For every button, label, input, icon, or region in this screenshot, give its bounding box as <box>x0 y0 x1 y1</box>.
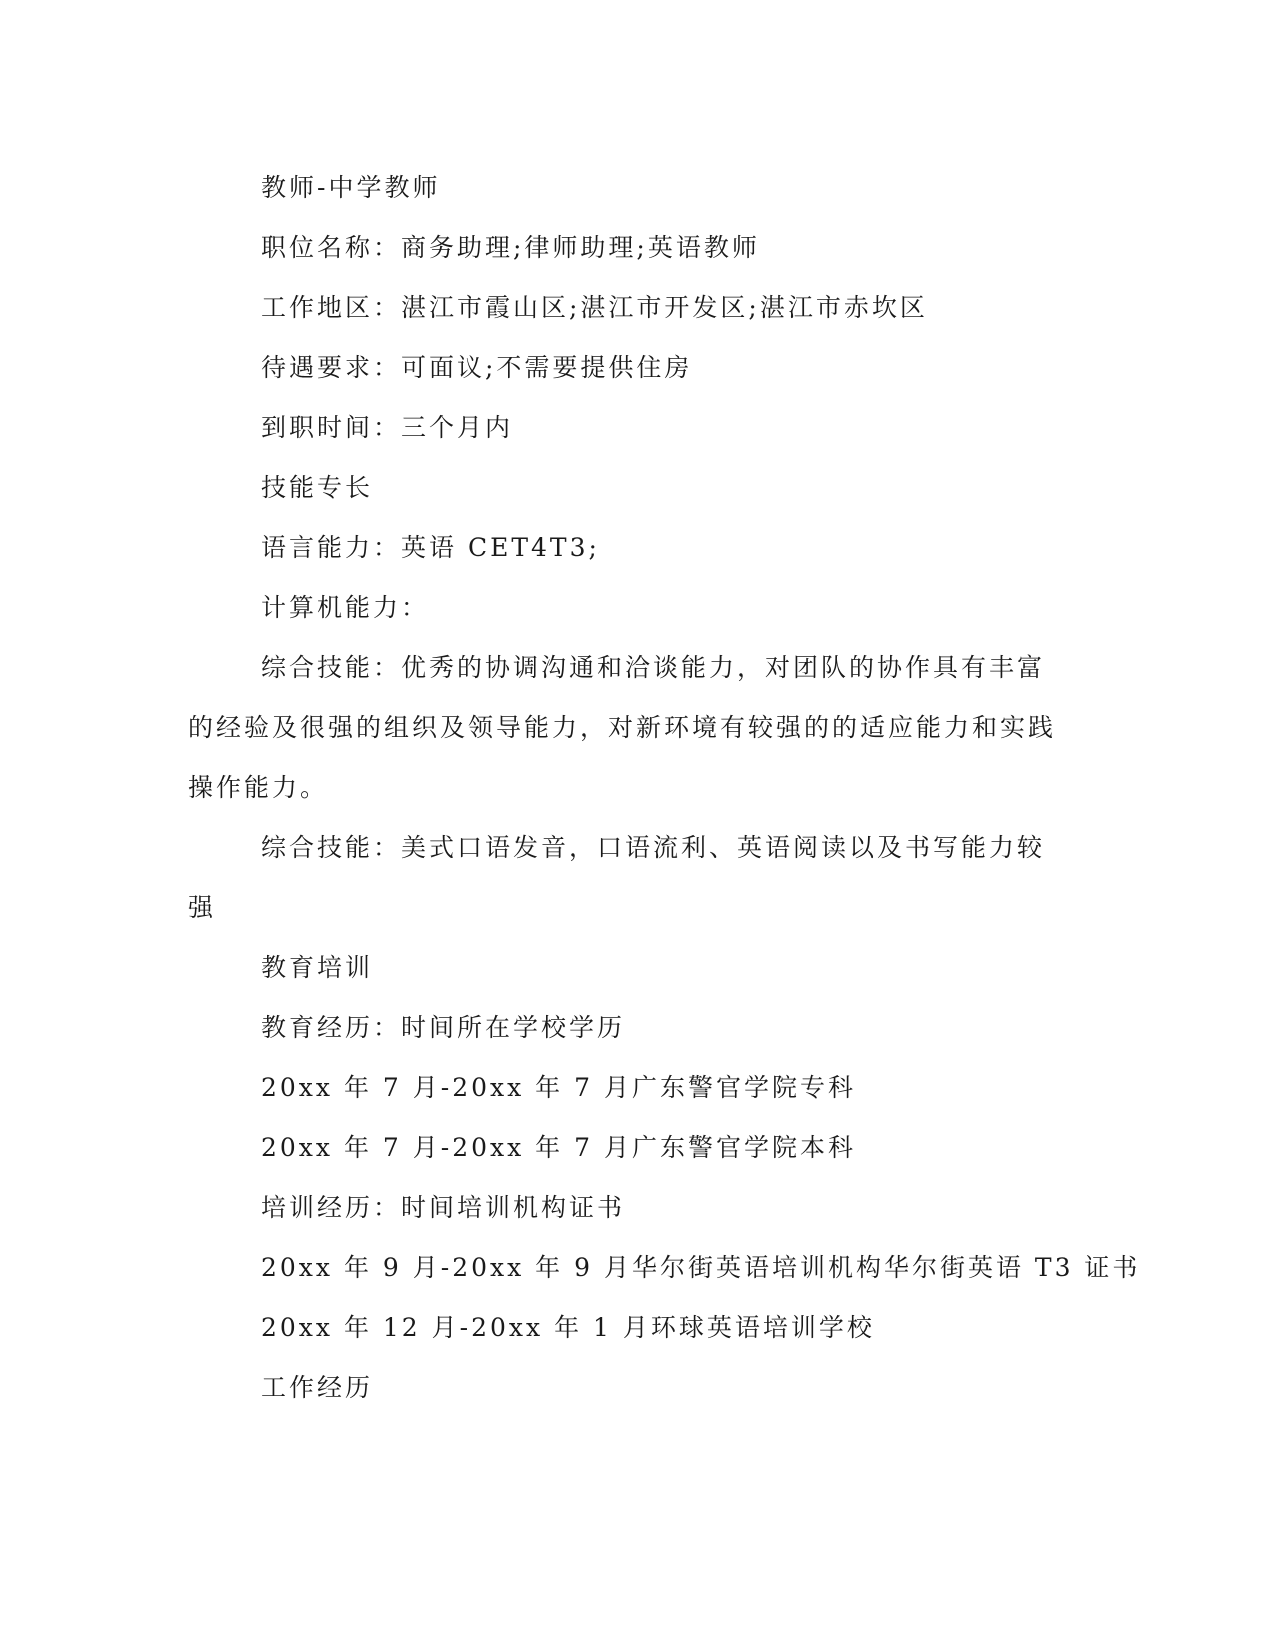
comprehensive-skills-paragraph-1: 综合技能：优秀的协调沟通和洽谈能力，对团队的协作具有丰富的经验及很强的组织及领导能力，对新环境有较强的的适应能力和实践操作能力。 <box>188 653 1057 802</box>
training-entry-2: 20xx 年 12 月-20xx 年 1 月环球英语培训学校 <box>261 1313 875 1342</box>
education-entry-1: 20xx 年 7 月-20xx 年 7 月广东警官学院专科 <box>261 1073 856 1102</box>
language-ability-line: 语言能力：英语 CET4T3; <box>261 533 600 562</box>
work-area-line: 工作地区：湛江市霞山区;湛江市开发区;湛江市赤坎区 <box>261 293 928 322</box>
training-entry-1: 20xx 年 9 月-20xx 年 9 月华尔街英语培训机构华尔街英语 T3 证书 <box>261 1253 1141 1282</box>
education-history-header: 教育经历：时间所在学校学历 <box>261 1013 626 1042</box>
education-entry-2: 20xx 年 7 月-20xx 年 7 月广东警官学院本科 <box>261 1133 856 1162</box>
salary-requirement-line: 待遇要求：可面议;不需要提供住房 <box>261 353 693 382</box>
computer-ability-line: 计算机能力： <box>261 593 430 622</box>
training-history-header: 培训经历：时间培训机构证书 <box>261 1193 626 1222</box>
work-experience-heading: 工作经历 <box>261 1373 374 1402</box>
skills-heading: 技能专长 <box>261 473 374 502</box>
education-training-heading: 教育培训 <box>261 953 374 982</box>
comprehensive-skills-paragraph-2: 综合技能：美式口语发音，口语流利、英语阅读以及书写能力较强 <box>188 833 1046 922</box>
start-time-line: 到职时间：三个月内 <box>261 413 514 442</box>
job-category-line: 教师-中学教师 <box>261 173 441 202</box>
position-title-line: 职位名称：商务助理;律师助理;英语教师 <box>261 233 760 262</box>
document-body <box>188 158 1141 1418</box>
